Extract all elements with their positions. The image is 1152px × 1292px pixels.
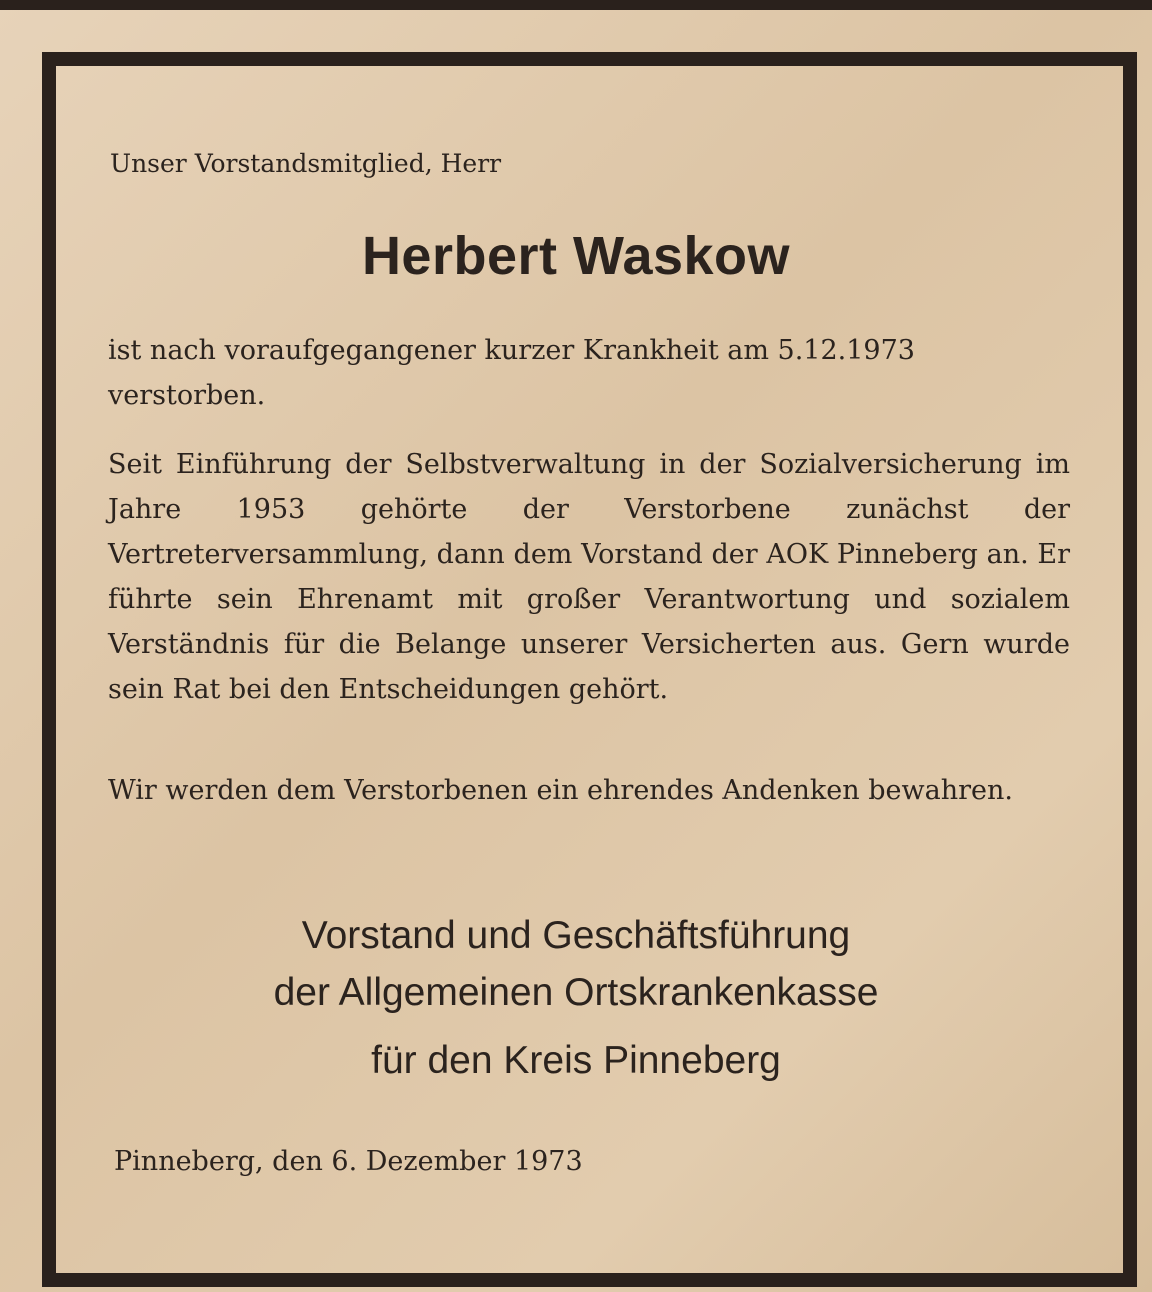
signoff-line-2: der Allgemeinen Ortskrankenkasse: [273, 971, 879, 1014]
tribute-paragraph: Seit Einführung der Selbstverwaltung in der Sozialversicherung im Jahre 1953 gehörte der Verstorbene zunächst der Vertreterversammlung, dann dem Vorstand der AOK Pinneberg an. Er führte sein Ehrenamt mit großer Verantwortung und sozialem Verständnis für die Belange unserer Versicherten aus. Gern wurde sein Rat bei den Entscheidungen gehört.: [108, 449, 1070, 705]
remembrance-paragraph: Wir werden dem Verstorbenen ein ehrendes Andenken bewahren.: [108, 775, 1013, 806]
signoff-line-3: für den Kreis Pinneberg: [371, 1039, 781, 1082]
deceased-name: Herbert Waskow: [361, 226, 791, 286]
death-notice-paragraph: ist nach voraufgegangener kurzer Krankheit am 5.12.1973 verstorben.: [108, 335, 915, 411]
intro-line: Unser Vorstandsmitglied, Herr: [110, 149, 502, 178]
top-rule: [0, 0, 1152, 10]
dateline: Pinneberg, den 6. Dezember 1973: [114, 1146, 583, 1177]
signoff-line-1: Vorstand und Geschäftsführung: [301, 914, 851, 957]
